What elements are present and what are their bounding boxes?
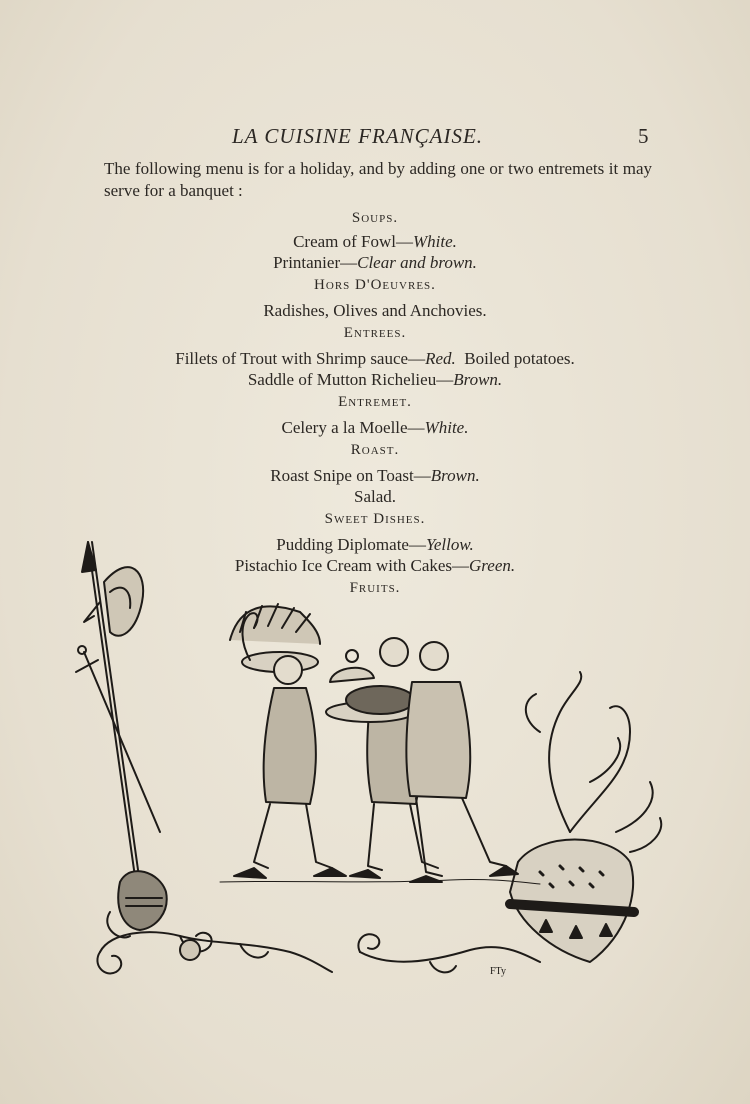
artist-signature: FTy bbox=[490, 966, 506, 977]
acanthus-icon bbox=[526, 672, 661, 852]
menu-item: Pistachio Ice Cream with Cakes—Green. bbox=[234, 556, 516, 575]
helmet-icon bbox=[107, 871, 166, 937]
scrollwork-left-icon bbox=[97, 932, 332, 973]
menu-heading-fruits: Fruits. bbox=[349, 580, 401, 596]
menu-item: Cream of Fowl—White. bbox=[293, 232, 457, 251]
menu-item: Salad. bbox=[353, 487, 397, 506]
halberd-icon bbox=[82, 542, 143, 884]
menu-item: Roast Snipe on Toast—Brown. bbox=[270, 466, 480, 485]
menu-heading-entremet: Entremet. bbox=[338, 394, 412, 410]
menu-item: Printanier—Clear and brown. bbox=[273, 253, 477, 272]
menu-heading-sweet-dishes: Sweet Dishes. bbox=[324, 511, 426, 527]
servant-with-peacock bbox=[230, 604, 346, 878]
running-head bbox=[0, 124, 750, 154]
intro-paragraph: The following menu is for a holiday, and by adding one or two entremets it may serve for a banquet : bbox=[104, 159, 652, 200]
menu-heading-hors-doeuvres: Hors D'Oeuvres. bbox=[314, 277, 436, 293]
menu-item: Radishes, Olives and Anchovies. bbox=[263, 301, 487, 320]
page-number: 5 bbox=[638, 124, 649, 148]
menu-item: Saddle of Mutton Richelieu—Brown. bbox=[247, 370, 503, 389]
sword-icon bbox=[76, 646, 160, 832]
scrollwork-right-icon bbox=[358, 934, 540, 972]
menu-heading-entrees: Entrees. bbox=[343, 325, 407, 341]
menu-heading-roast: Roast. bbox=[350, 442, 400, 458]
menu-item: Fillets of Trout with Shrimp sauce—Red. Boiled potatoes. bbox=[175, 349, 575, 368]
menu-item: Pudding Diplomate—Yellow. bbox=[276, 535, 474, 554]
shield-icon bbox=[510, 840, 634, 963]
engraving bbox=[70, 532, 670, 1002]
menu-heading-soups: Soups. bbox=[351, 210, 399, 226]
running-title: LA CUISINE FRANÇAISE. bbox=[232, 124, 484, 148]
servants-illustration bbox=[70, 532, 670, 1002]
menu-item: Celery a la Moelle—White. bbox=[281, 418, 469, 437]
